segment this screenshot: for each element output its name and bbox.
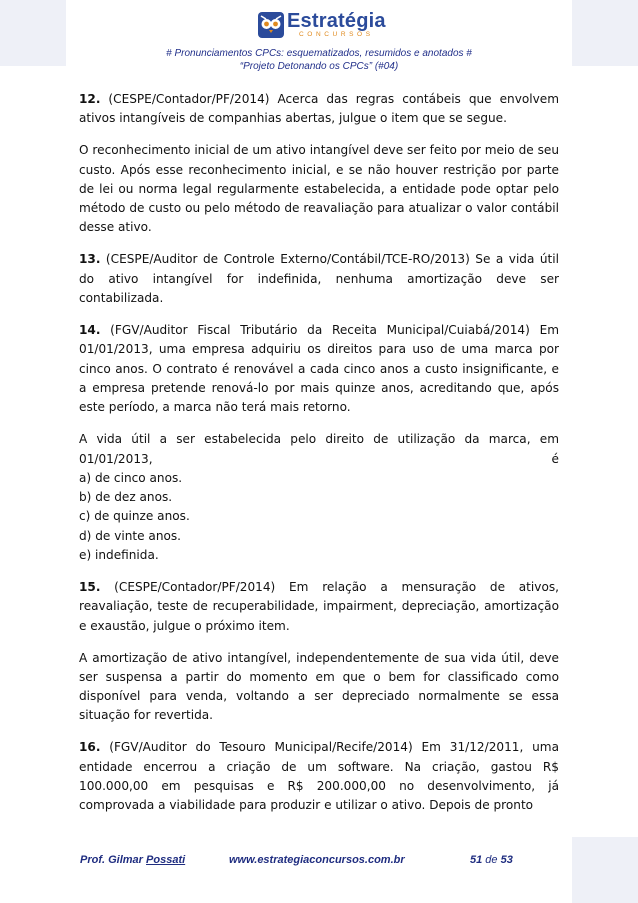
footer-total-pages: 53 — [500, 854, 513, 866]
option-e: e) indefinida. — [79, 547, 159, 562]
question-number: 14. — [79, 323, 101, 338]
option-b: b) de dez anos. — [79, 490, 173, 505]
document-body — [79, 90, 559, 828]
question-16-intro — [79, 738, 559, 815]
logo-subtitle-text: CONCURSOS — [299, 31, 374, 39]
question-number: 16. — [79, 740, 101, 755]
question-stem — [79, 430, 559, 469]
question-text: (CESPE/Contador/PF/2014) Em relação a mensuração de ativos, reavaliação, teste de recuperabilidade, impairment, depreciação, amortização e exaustão, julgue o próximo item. — [79, 579, 559, 633]
question-12-intro — [79, 90, 559, 129]
question-text: (FGV/Auditor do Tesouro Municipal/Recife/2014) Em 31/12/2011, uma entidade encerrou a criação de um software. Na criação, gastou R$ 100.000,00 em pesquisas e R$ 200.000,00 no desenvolvimento, já comprovada a viabilidade para produzir e utilizar o ativo. Depois de pronto — [79, 740, 559, 813]
option-d: d) de vinte anos. — [79, 528, 182, 543]
option-c: c) de quinze anos. — [79, 509, 190, 524]
footer-website-link[interactable]: www.estrategiaconcursos.com.br — [229, 854, 405, 866]
header-line-2: “Projeto Detonando os CPCs” (#04) — [239, 61, 399, 72]
footer-current-page: 51 — [470, 854, 483, 866]
question-12-body: O reconhecimento inicial de um ativo intangível deve ser feito por meio de seu custo. Após esse reconhecimento inicial, e se não houver restrição por parte de lei ou norma legal regularmente estabelecida, a entidade pode optar pelo método de custo ou pelo método de reavaliação para atualizar o valor contábil desse ativo. — [79, 143, 559, 235]
question-14-intro — [79, 321, 559, 417]
question-number: 15. — [79, 579, 101, 594]
question-15-intro — [79, 578, 559, 636]
corner-decoration-bottom-right — [572, 837, 638, 903]
footer-page-separator: de — [482, 854, 501, 866]
owl-logo-icon — [258, 12, 284, 38]
estrategia-logo — [258, 10, 386, 40]
question-stem-text: A vida útil a ser estabelecida pelo direito de utilização da marca, em 01/01/2013, é — [79, 432, 559, 466]
footer-author — [80, 854, 185, 866]
question-14-stem-and-options — [79, 430, 559, 565]
question-text: (FGV/Auditor Fiscal Tributário da Receita Municipal/Cuiabá/2014) Em 01/01/2013, uma empresa adquiriu os direitos para uso de uma marca por cinco anos. O contrato é renovável a cada cinco anos a custo insignificante, e a empresa pretende renová-lo por mais quinze anos, acreditando que, após este período, a marca não terá mais retorno. — [79, 323, 559, 415]
question-text: (CESPE/Auditor de Controle Externo/Contábil/TCE-RO/2013) Se a vida útil do ativo intangível for indefinida, nenhuma amortização deve ser contabilizada. — [79, 252, 559, 306]
option-a: a) de cinco anos. — [79, 470, 183, 485]
question-text: (CESPE/Contador/PF/2014) Acerca das regras contábeis que envolvem ativos intangíveis de companhias abertas, julgue o item que se segue. — [79, 92, 559, 126]
footer-author-prefix: Prof. Gilmar — [80, 854, 147, 866]
page-footer — [0, 854, 638, 870]
question-13-intro — [79, 250, 559, 308]
question-number: 12. — [79, 92, 101, 106]
header-line-1: # Pronunciamentos CPCs: esquematizados, resumidos e anotados # — [166, 48, 472, 59]
question-15-body: A amortização de ativo intangível, independentemente de sua vida útil, deve ser suspensa a partir do momento em que o bem for classificado como disponível para venda, voltando a ser depreciado normalmente se essa situação for revertida. — [79, 650, 559, 723]
footer-author-surname: Possati — [146, 854, 186, 866]
logo-brand-text: Estratégia — [287, 10, 386, 33]
question-number: 13. — [79, 252, 101, 267]
footer-page-number — [470, 854, 513, 866]
